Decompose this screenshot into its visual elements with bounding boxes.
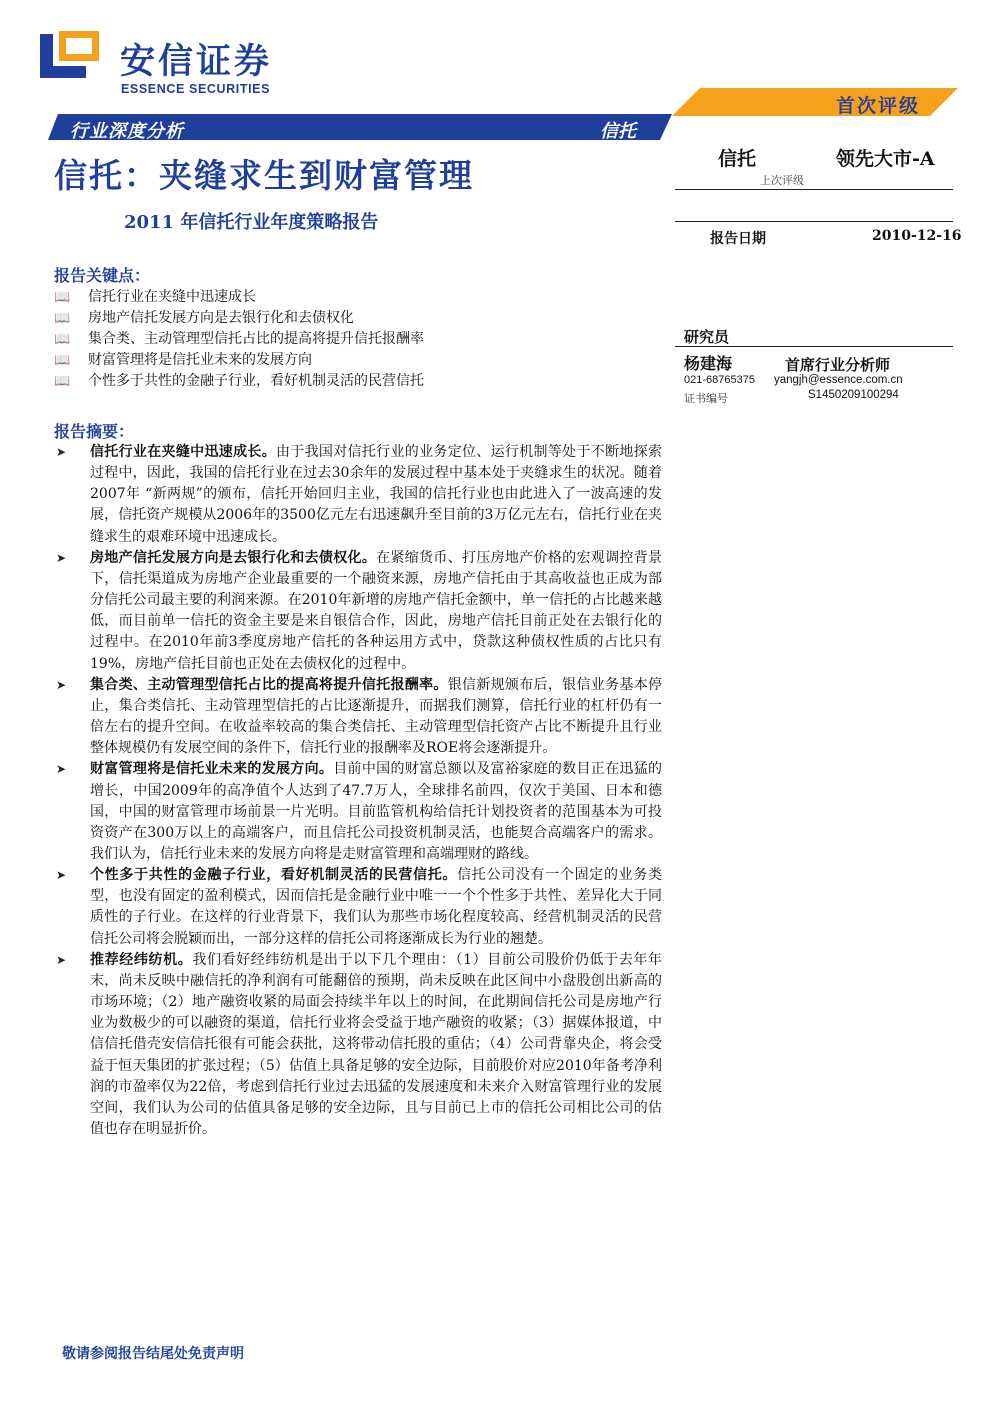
analyst-heading: 研究员 <box>684 328 730 346</box>
report-date-label: 报告日期 <box>710 231 766 247</box>
last-rating-label: 上次评级 <box>760 174 804 187</box>
divider <box>675 221 953 222</box>
key-point-item <box>54 308 424 329</box>
arrow-bullet-icon: ➤ <box>56 550 67 565</box>
key-points-list <box>54 287 424 392</box>
key-points-heading: 报告关键点： <box>54 266 151 285</box>
arrow-bullet-icon: ➤ <box>56 868 67 883</box>
summary-lead: 推荐经纬纺机。 <box>90 951 193 968</box>
analyst-title: 首席行业分析师 <box>785 356 891 374</box>
analyst-email[interactable]: yangjh@essence.com.cn <box>774 374 903 386</box>
key-point-text: 个性多于共性的金融子行业，看好机制灵活的民营信托 <box>88 373 424 389</box>
book-icon: 📖 <box>54 353 71 368</box>
book-icon: 📖 <box>54 290 71 305</box>
summary-heading: 报告摘要： <box>54 422 135 441</box>
summary-item <box>54 759 662 865</box>
cert-number: S1450209100294 <box>808 389 899 401</box>
summary-body: 在紧缩货币、打压房地产价格的宏观调控背景下，信托渠道成为房地产企业最重要的一个融资来源，房地产信托由于其高收益也正成为部分信托公司最主要的利润来源。在2010年新增的房地产信托金额中，单一信托的占比越来越低，而目前单一信托的资金主要是来自银信合作，因此，房地产信托目前正处在去银行化的过程中。在2010年前3季度房地产信托的各种运用方式中，贷款这种债权性质的占比只有19%，房地产信托目前也正处在去债权化的过程中。 <box>90 549 663 672</box>
arrow-bullet-icon: ➤ <box>56 445 67 459</box>
divider <box>675 346 953 347</box>
summary-item <box>54 675 662 760</box>
key-point-text: 房地产信托发展方向是去银行化和去债权化 <box>88 310 354 326</box>
summary-list <box>54 442 662 1140</box>
brand-name-cn: 安信证券 <box>120 42 273 82</box>
summary-item <box>54 442 662 548</box>
key-point-text: 集合类、主动管理型信托占比的提高将提升信托报酬率 <box>88 331 424 347</box>
book-icon: 📖 <box>54 332 71 347</box>
report-subtitle: 2011 年信托行业年度策略报告 <box>124 212 379 233</box>
key-point-text: 财富管理将是信托业未来的发展方向 <box>88 352 312 368</box>
key-point-item <box>54 350 424 371</box>
analyst-phone: 021-68765375 <box>684 374 755 386</box>
summary-lead: 财富管理将是信托业未来的发展方向。 <box>90 761 334 778</box>
divider <box>675 189 953 190</box>
key-point-item <box>54 287 424 308</box>
brand-name-en: ESSENCE SECURITIES <box>121 82 271 96</box>
key-point-item <box>54 371 424 392</box>
cert-label: 证书编号 <box>684 392 728 405</box>
summary-lead: 集合类、主动管理型信托占比的提高将提升信托报酬率。 <box>90 676 448 693</box>
summary-body: 我们看好经纬纺机是出于以下几个理由：（1）目前公司股价仍低于去年年末，尚未反映中融信托的净利润有可能翻倍的预期，尚未反映在此区间中小盘股创出新高的市场环境；（2）地产融资收紧的局面会持续半年以上的时间，在此期间信托公司是房地产行业为数极少的可以融资的渠道，信托行业将会受益于地产融资的收紧；（3）据媒体报道，中信信托借壳安信信托很有可能会获批，这将带动信托股的重估；（4）公司背靠央企，将会受益于恒天集团的扩张过程；（5）估值上具备足够的安全边际，目前股价对应2010年备考净利润的市盈率仅为22倍，考虑到信托行业过去迅猛的发展速度和未来介入财富管理行业的发展空间，我们认为公司的估值具备足够的安全边际，且与目前已上市的信托公司相比公司的估值也存在明显折价。 <box>90 951 663 1137</box>
arrow-bullet-icon: ➤ <box>56 677 67 692</box>
summary-body: 目前中国的财富总额以及富裕家庭的数目正在迅猛的增长，中国2009年的高净值个人达到了47.7万人，全球排名前四，仅次于美国、日本和德国，中国的财富管理市场前景一片光明。目前监管机构给信托计划投资者的范围基本为可投资资产在300万以上的高端客户，而且信托公司投资机制灵活，也能契合高端客户的需求。我们认为，信托行业未来的发展方向将是走财富管理和高端理财的路线。 <box>90 761 663 862</box>
book-icon: 📖 <box>54 374 71 389</box>
key-point-text: 信托行业在夹缝中迅速成长 <box>88 289 256 305</box>
report-sector: 信托 <box>600 121 636 142</box>
summary-body: 信托公司没有一个固定的业务类型，也没有固定的盈利模式，因而信托是金融行业中唯一一个个性多于共性、差异化大于同质性的子行业。在这样的行业背景下，我们认为那些市场化程度较高、经营机制灵活的民营信托公司将会脱颖而出，一部分这样的信托公司将逐渐成长为行业的翘楚。 <box>90 867 663 947</box>
summary-body: 银信新规颁布后，银信业务基本停止，集合类信托、主动管理型信托的占比逐渐提升，而据我们测算，信托行业的杠杆仍有一倍左右的提升空间。在收益率较高的集合类信托、主动管理型信托资产占比不断提升且行业整体规模仍有发展空间的条件下，信托行业的报酬率及ROE将会逐渐提升。 <box>90 676 663 757</box>
report-category: 行业深度分析 <box>70 121 184 142</box>
arrow-bullet-icon: ➤ <box>56 762 67 777</box>
summary-body: 由于我国对信托行业的业务定位、运行机制等处于不断地探索过程中，因此，我国的信托行业在过去30余年的发展过程中基本处于夹缝求生的状况。随着2007年 “新两规”的颁布，信托开始回归主业，我国的信托行业也由此进入了一波高速的发展，信托资产规模从2006年的3500亿元左右迅速飙升至目前的3万亿元左右，信托行业在夹缝求生的艰难环境中迅速成长。 <box>90 444 662 545</box>
first-rating-label: 首次评级 <box>836 95 921 117</box>
report-date: 2010-12-16 <box>872 228 962 244</box>
book-icon: 📖 <box>54 311 71 326</box>
summary-lead: 房地产信托发展方向是去银行化和去债权化。 <box>90 549 377 566</box>
analyst-name: 杨建海 <box>684 354 733 373</box>
essence-logo-mark-icon <box>40 26 104 78</box>
summary-item <box>54 950 662 1140</box>
summary-item <box>54 548 662 675</box>
rating-sector: 信托 <box>718 148 757 170</box>
summary-lead: 信托行业在夹缝中迅速成长。 <box>90 444 276 460</box>
arrow-bullet-icon: ➤ <box>56 952 67 967</box>
key-point-item <box>54 329 424 350</box>
disclaimer-note: 敬请参阅报告结尾处免责声明 <box>62 1346 244 1362</box>
summary-lead: 个性多于共性的金融子行业，看好机制灵活的民营信托。 <box>90 867 458 884</box>
summary-item <box>54 865 662 950</box>
report-title: 信托：夹缝求生到财富管理 <box>54 156 474 195</box>
rating-value: 领先大市-A <box>836 148 935 170</box>
